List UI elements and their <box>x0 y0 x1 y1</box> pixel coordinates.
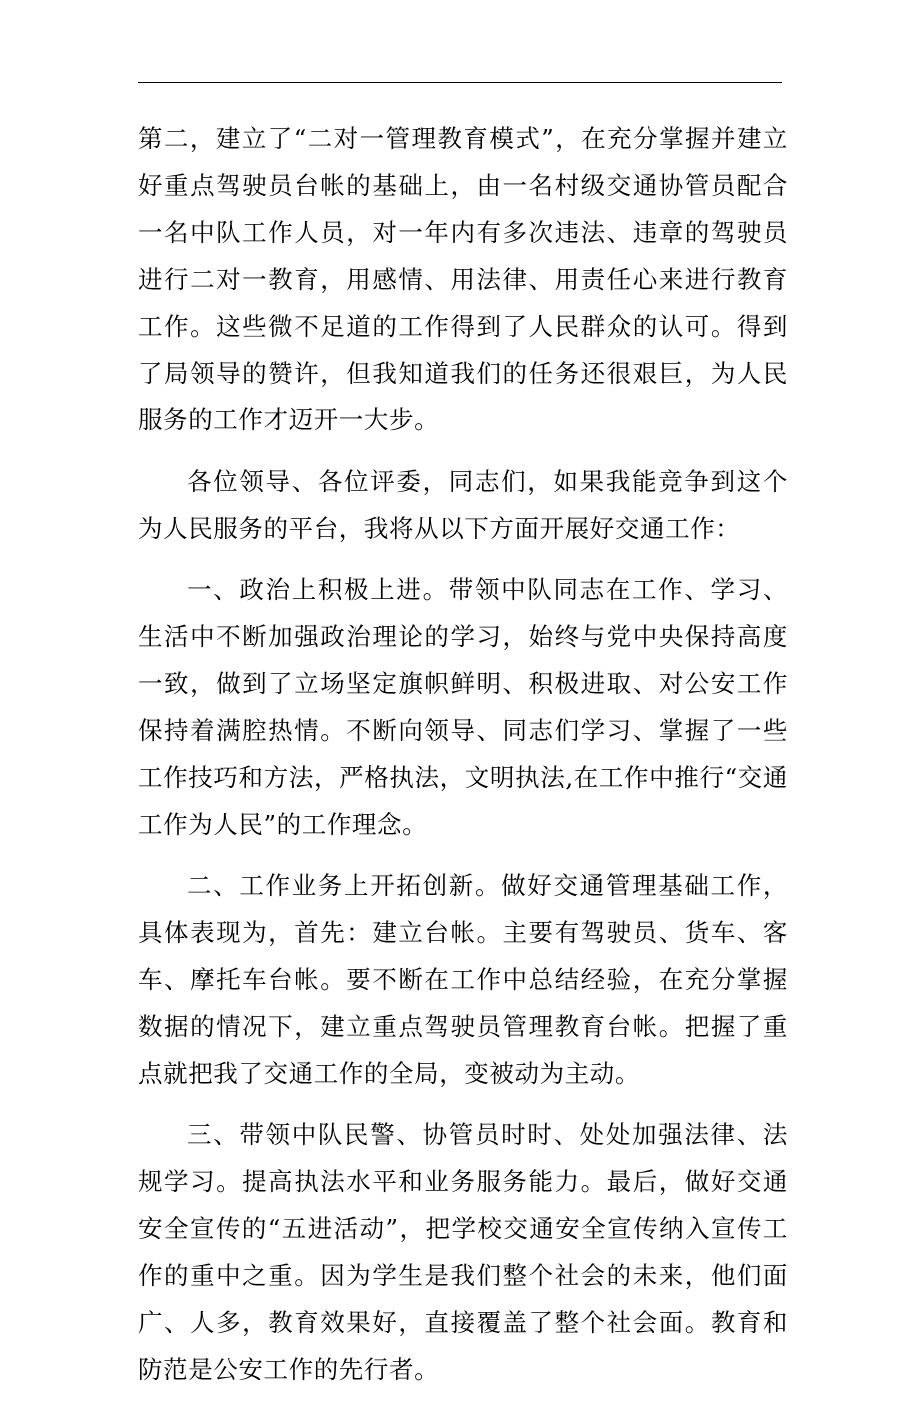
paragraph-2: 各位领导、各位评委，同志们，如果我能竞争到这个为人民服务的平台，我将从以下方面开展好交通工作： <box>138 466 788 543</box>
paragraph-1: 第二，建立了“二对一管理教育模式”，在充分掌握并建立好重点驾驶员台帐的基础上，由一名村级交通协管员配合一名中队工作人员，对一年内有多次违法、违章的驾驶员进行二对一教育，用感情、用法律、用责任心来进行教育工作。这些微不足道的工作得到了人民群众的认可。得到了局领导的赞许，但我知道我们的任务还很艰巨，为人民服务的工作才迈开一大步。 <box>138 124 788 435</box>
header-rule <box>138 82 782 83</box>
document-body <box>138 116 788 1408</box>
paragraph-5: 三、带领中队民警、协管员时时、处处加强法律、法规学习。提高执法水平和业务服务能力。最后，做好交通安全宣传的“五进活动”，把学校交通安全宣传纳入宣传工作的重中之重。因为学生是我们整个社会的未来，他们面广、人多，教育效果好，直接覆盖了整个社会面。教育和防范是公安工作的先行者。 <box>138 1120 788 1384</box>
paragraph-4: 二、工作业务上开拓创新。做好交通管理基础工作，具体表现为，首先：建立台帐。主要有驾驶员、货车、客车、摩托车台帐。要不断在工作中总结经验，在充分掌握数据的情况下，建立重点驾驶员管理教育台帐。把握了重点就把我了交通工作的全局，变被动为主动。 <box>138 871 788 1088</box>
paragraph-3: 一、政治上积极上进。带领中队同志在工作、学习、生活中不断加强政治理论的学习，始终与党中央保持高度一致，做到了立场坚定旗帜鲜明、积极进取、对公安工作保持着满腔热情。不断向领导、同志们学习、掌握了一些工作技巧和方法，严格执法，文明执法,在工作中推行“交通工作为人民”的工作理念。 <box>138 575 788 839</box>
